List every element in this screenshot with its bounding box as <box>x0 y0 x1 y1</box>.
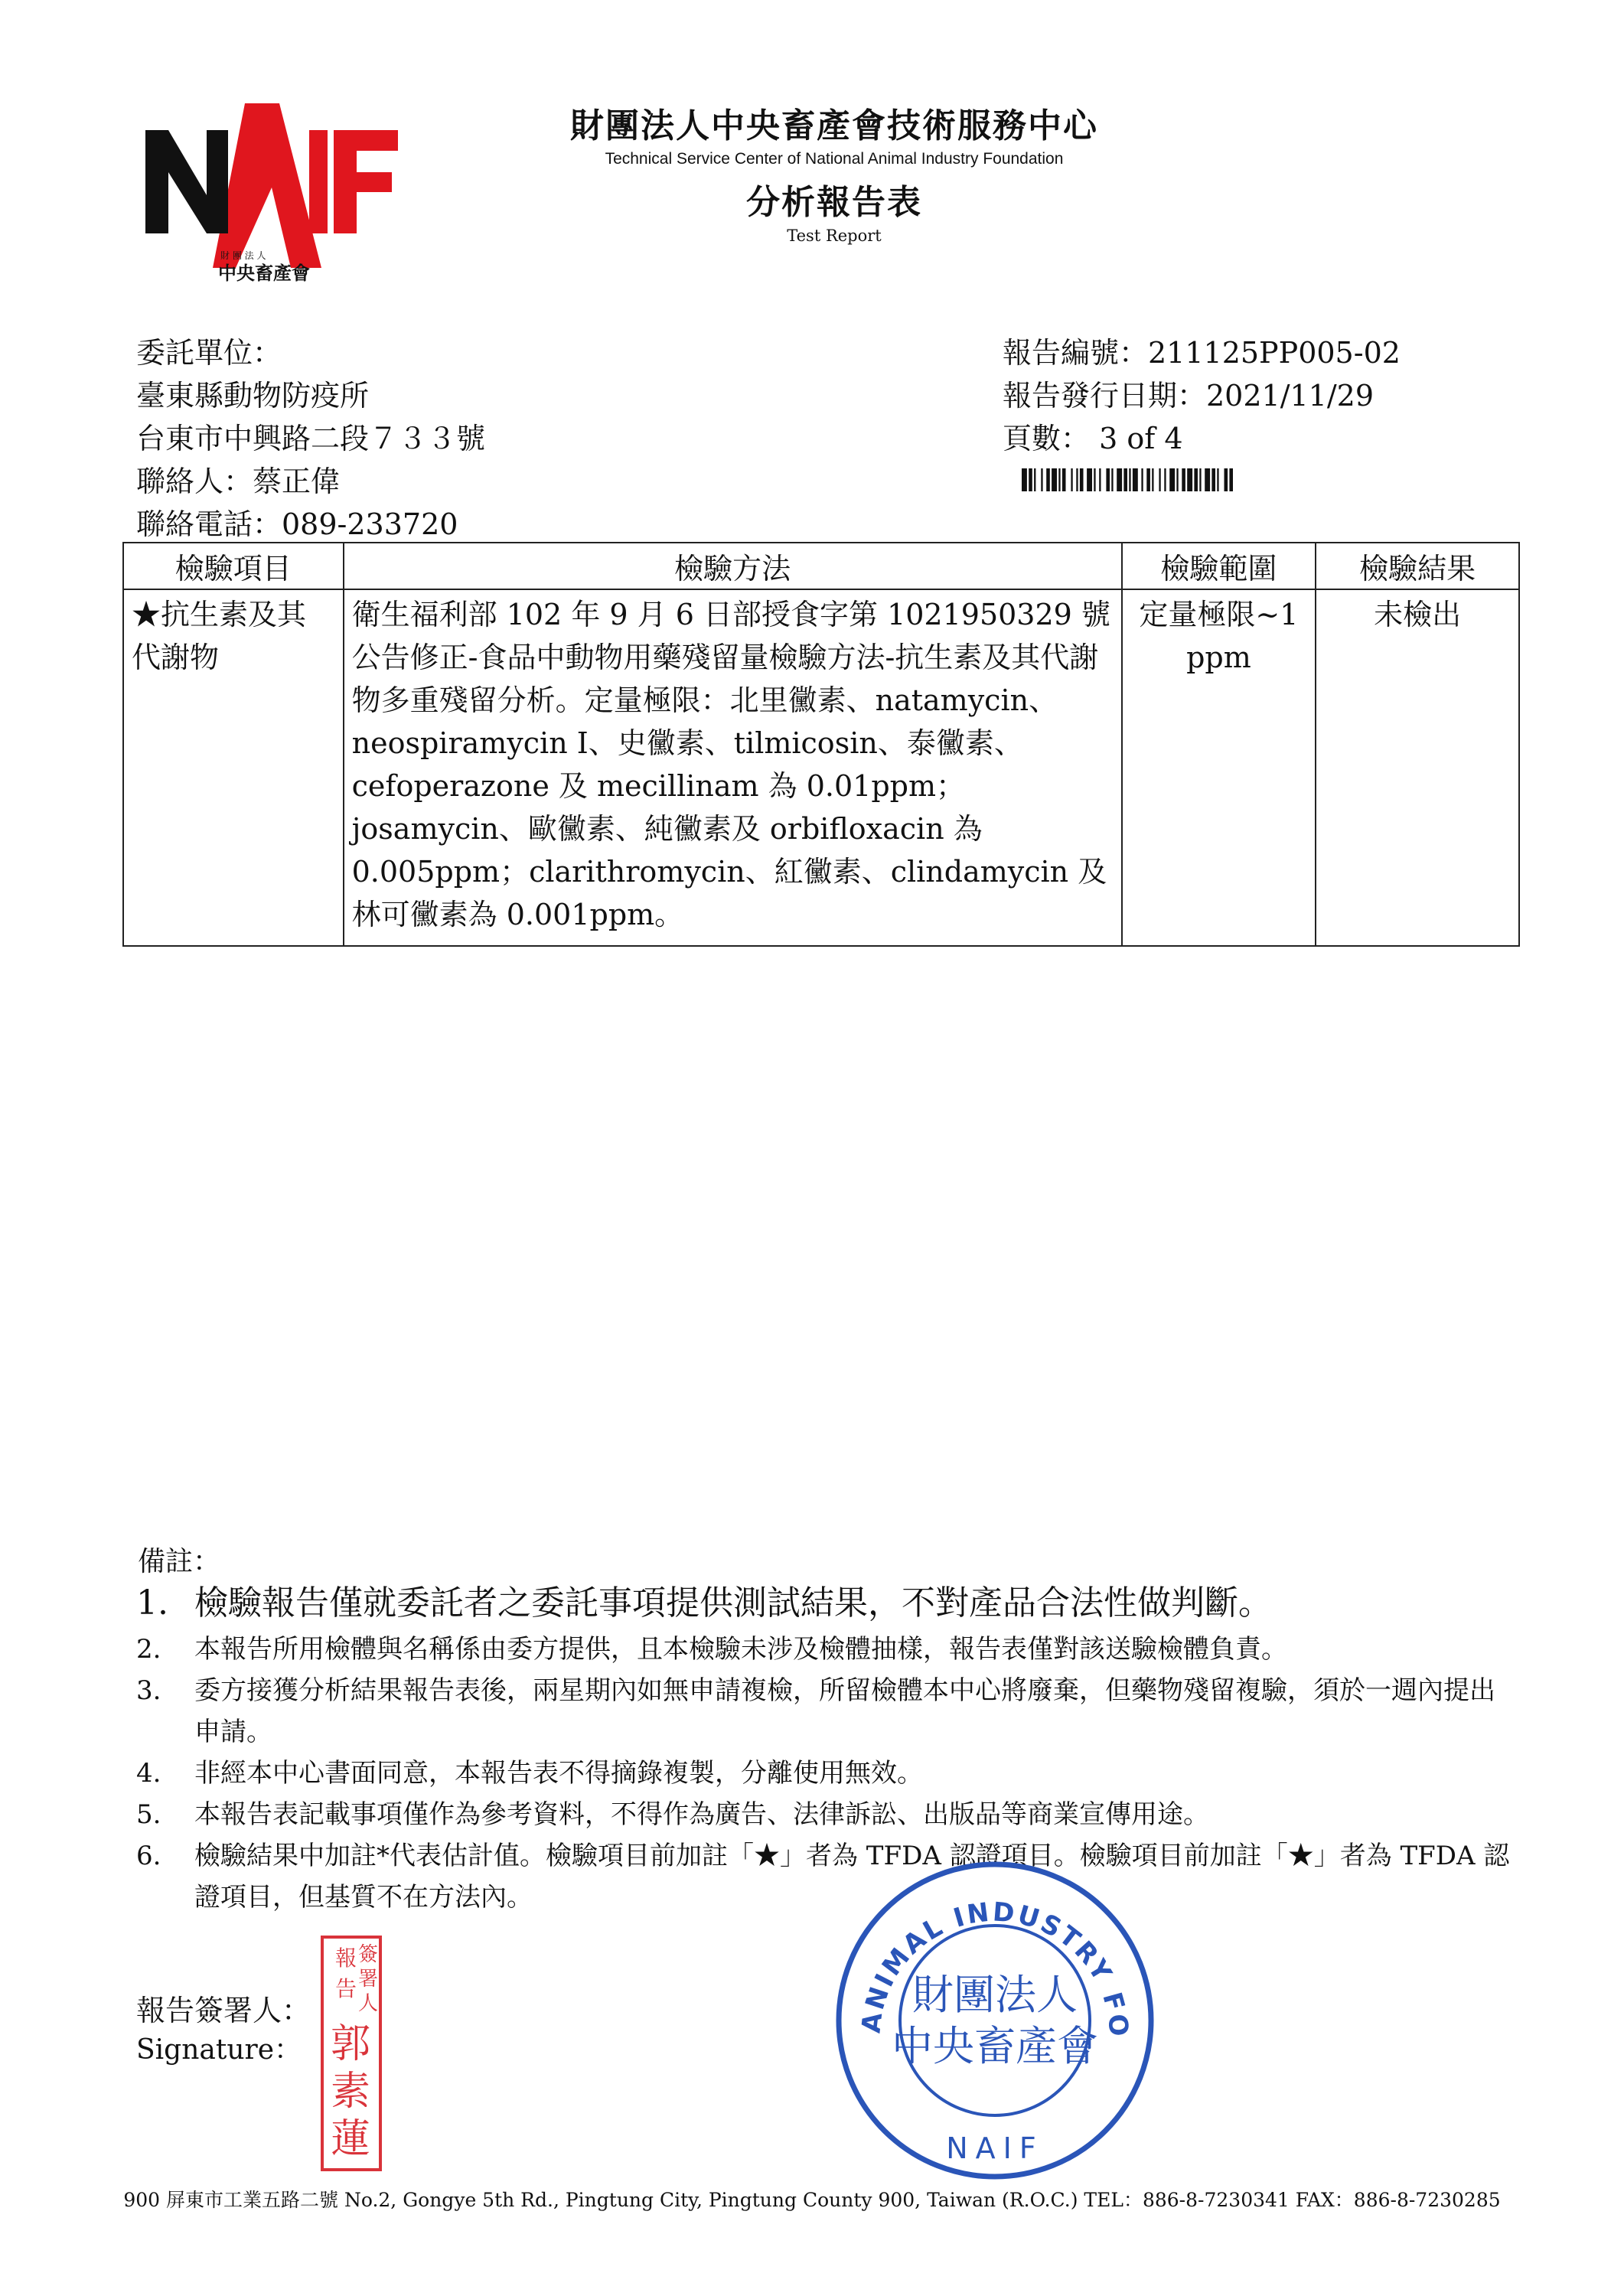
barcode-bar <box>1229 468 1233 491</box>
contact-person: 聯絡人：蔡正偉 <box>136 465 341 498</box>
page-count: 頁數： 3 of 4 <box>1003 422 1183 455</box>
remark-number: 3. <box>136 1675 161 1706</box>
footer-address: 900 屏東市工業五路二號 No.2, Gongye 5th Rd., Pingtung City, Pingtung County 900, Taiwan (R.O.C.) TEL：886-8-7230341 FAX：886-8-7230285 <box>123 2189 1501 2211</box>
barcode-bar <box>1111 468 1113 491</box>
barcode-bar <box>1152 468 1153 491</box>
issue-date: 報告發行日期：2021/11/29 <box>1003 379 1375 413</box>
barcode-bar <box>1123 468 1127 491</box>
barcode-bar <box>1117 468 1122 491</box>
barcode-bar <box>1169 468 1175 491</box>
barcode-bar <box>1052 468 1057 491</box>
svg-text:署: 署 <box>358 1968 379 1991</box>
svg-text:簽: 簽 <box>358 1943 379 1966</box>
organization-seal <box>834 1860 1156 2181</box>
cell-result: 未檢出 <box>1316 589 1519 946</box>
remark-number: 6. <box>136 1841 161 1871</box>
client-label: 委託單位： <box>136 336 282 370</box>
barcode-bar <box>1141 468 1143 491</box>
client-name: 臺東縣動物防疫所 <box>136 379 370 413</box>
barcode-bar <box>1106 468 1110 491</box>
barcode-bar <box>1133 468 1138 491</box>
table-header-row <box>123 543 1519 589</box>
report-subtitle: Test Report <box>787 227 882 245</box>
remark-item <box>136 1629 1514 1670</box>
barcode-bar <box>1080 468 1084 491</box>
remark-text: 委方接獲分析結果報告表後，兩星期內如無申請複檢，所留檢體本中心將廢棄，但藥物殘留複驗，須於一週內提出申請。 <box>194 1675 1495 1747</box>
svg-text:告: 告 <box>335 1976 357 2001</box>
header-result: 檢驗結果 <box>1316 543 1519 589</box>
remark-item <box>136 1753 1514 1794</box>
barcode-bar <box>1099 468 1101 491</box>
barcode-bar <box>1205 468 1210 491</box>
svg-text:財 團 法 人: 財 團 法 人 <box>220 250 266 261</box>
barcode-bar <box>1176 468 1178 491</box>
remark-number: 4. <box>136 1758 161 1789</box>
barcode <box>1022 468 1397 491</box>
remark-item <box>136 1835 1514 1918</box>
svg-text:素: 素 <box>331 2069 371 2115</box>
svg-text:蓮: 蓮 <box>331 2116 371 2162</box>
cell-item: ★抗生素及其代謝物 <box>123 589 344 946</box>
remark-number: 1. <box>136 1583 168 1623</box>
report-title: 分析報告表 <box>746 183 922 222</box>
cell-method: 衛生福利部 102 年 9 月 6 日部授食字第 1021950329 號公告修正-食品中動物用藥殘留量檢驗方法-抗生素及其代謝物多重殘留分析。定量極限：北里黴素、natamycin、neospiramycin I、史黴素、tilmicosin、泰黴素、cefoperazone 及 mecillinam 為 0.01ppm；josamycin、歐黴素、純黴素及 orbifloxacin 為 0.005ppm；clarithromycin、紅黴素、clindamycin 及林可黴素為 0.001ppm。 <box>344 589 1122 946</box>
remark-text: 本報告表記載事項僅作為參考資料，不得作為廣告、法律訴訟、出版品等商業宣傳用途。 <box>194 1799 1209 1830</box>
svg-text:財團法人: 財團法人 <box>912 1971 1078 2019</box>
svg-text:NAIF: NAIF <box>946 2131 1044 2165</box>
barcode-bar <box>1034 468 1035 491</box>
org-title: 財團法人中央畜產會技術服務中心 <box>570 106 1098 145</box>
svg-text:人: 人 <box>358 1992 379 2015</box>
remark-text: 本報告所用檢體與名稱係由委方提供，且本檢驗未涉及檢體抽樣，報告表僅對該送驗檢體負責。 <box>194 1634 1287 1665</box>
svg-text:中央畜產會: 中央畜產會 <box>892 2022 1098 2070</box>
barcode-bar <box>1129 468 1130 491</box>
barcode-bar <box>1211 468 1215 491</box>
barcode-bar <box>1199 468 1201 491</box>
signature-stamp <box>320 1935 383 2172</box>
header-method: 檢驗方法 <box>344 543 1122 589</box>
remark-text: 檢驗結果中加註*代表估計值。檢驗項目前加註「★」者為 TFDA 認證項目。檢驗項目前加註「★」者為 TFDA 認證項目，但基質不在方法內。 <box>194 1841 1510 1913</box>
barcode-bar <box>1076 468 1078 491</box>
barcode-bar <box>1087 468 1092 491</box>
barcode-bar <box>1146 468 1150 491</box>
remark-number: 2. <box>136 1634 161 1665</box>
header-range: 檢驗範圍 <box>1122 543 1316 589</box>
header-item: 檢驗項目 <box>123 543 344 589</box>
svg-text:NATIONAL ANIMAL INDUSTRY FOUND: ANIMAL INDUSTRY FO <box>856 1896 1134 2040</box>
org-subtitle: Technical Service Center of National Animal Industry Foundation <box>605 150 1064 168</box>
table-row <box>123 589 1519 946</box>
remark-item <box>136 1578 1514 1629</box>
barcode-bar <box>1094 468 1095 491</box>
barcode-bar <box>1029 468 1032 491</box>
report-number: 報告編號：211125PP005-02 <box>1003 336 1401 370</box>
test-table <box>122 542 1520 947</box>
remark-text: 檢驗報告僅就委託者之委託事項提供測試結果，不對產品合法性做判斷。 <box>194 1583 1272 1623</box>
barcode-bar <box>1225 468 1228 491</box>
remark-item <box>136 1670 1514 1753</box>
remark-text: 非經本中心書面同意，本報告表不得摘錄複製，分離使用無效。 <box>194 1758 923 1789</box>
barcode-bar <box>1041 468 1042 491</box>
remark-item <box>136 1794 1514 1835</box>
remarks-list <box>136 1578 1514 1918</box>
barcode-bar <box>1217 468 1218 491</box>
barcode-bar <box>1046 468 1050 491</box>
naif-logo <box>145 103 398 291</box>
contact-phone: 聯絡電話：089-233720 <box>136 507 458 541</box>
signature-label-en: Signature： <box>136 2034 302 2066</box>
remarks-label: 備註： <box>138 1546 221 1577</box>
barcode-bar <box>1194 468 1198 491</box>
barcode-bar <box>1022 468 1027 491</box>
svg-text:報: 報 <box>335 1945 357 1971</box>
barcode-bar <box>1071 468 1072 491</box>
remark-number: 5. <box>136 1799 161 1830</box>
svg-text:中央畜產會: 中央畜產會 <box>218 263 310 284</box>
client-address: 台東市中興路二段７３３號 <box>136 422 486 455</box>
barcode-bar <box>1058 468 1060 491</box>
barcode-bar <box>1062 468 1066 491</box>
barcode-bar <box>1187 468 1192 491</box>
signature-label: 報告簽署人： <box>136 1994 311 2027</box>
svg-text:郭: 郭 <box>331 2021 371 2067</box>
barcode-bar <box>1182 468 1185 491</box>
barcode-bar <box>1164 468 1166 491</box>
cell-range: 定量極限~1 ppm <box>1122 589 1316 946</box>
barcode-bar <box>1159 468 1160 491</box>
